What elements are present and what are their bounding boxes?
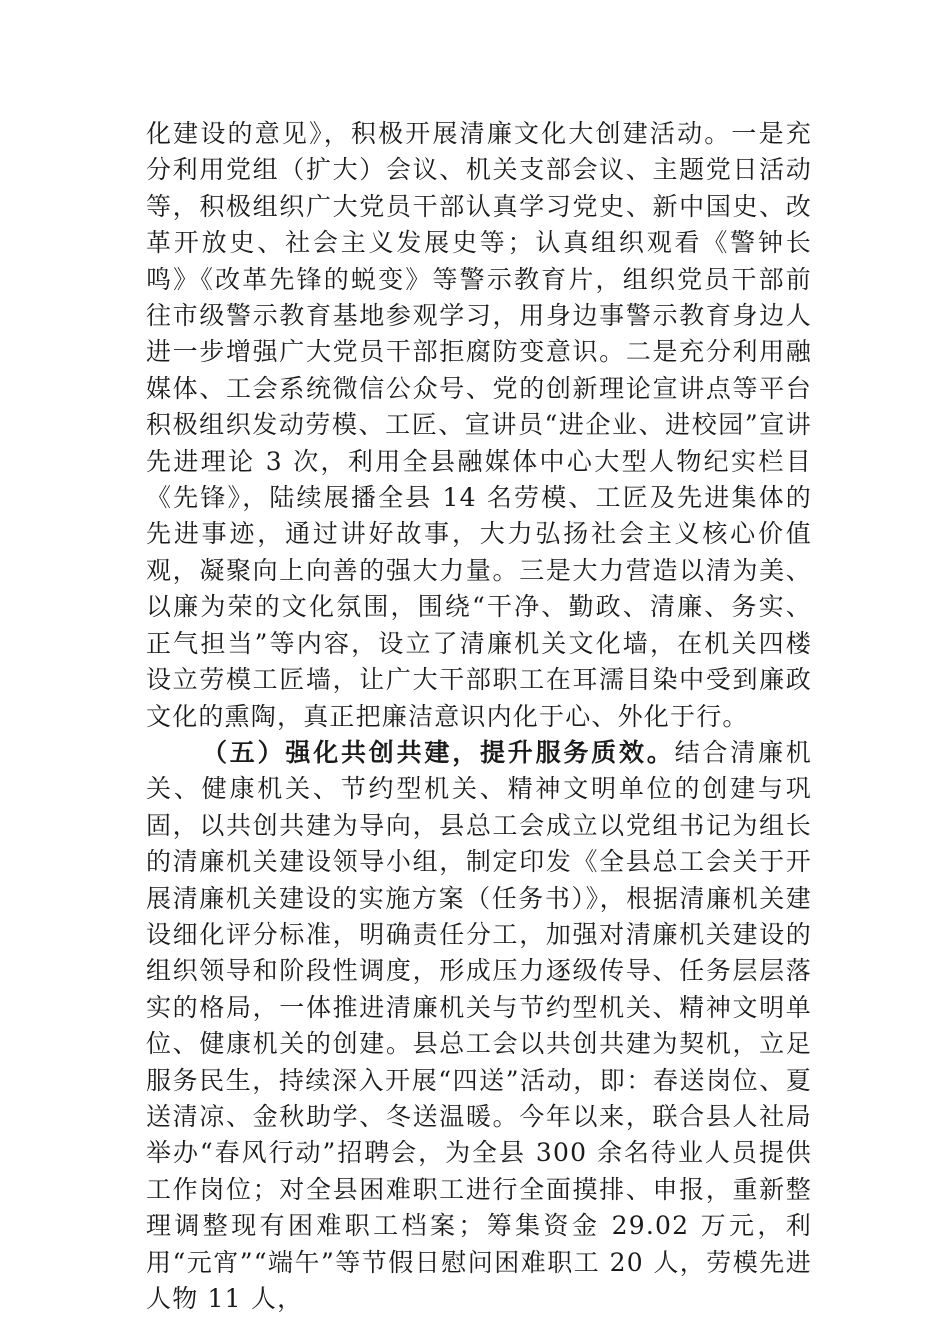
section-body-text: 结合清廉机关、健康机关、节约型机关、精神文明单位的创建与巩固，以共创共建为导向，县总工会成立以党组书记为组长的清廉机关建设领导小组，制定印发《全县总工会关于开展清廉机关建设的实施方案（任务书）》，根据清廉机关建设细化评分标准，明确责任分工，加强对清廉机关建设的组织领导和阶段性调度，形成压力逐级传导、任务层层落实的格局，一体推进清廉机关与节约型机关、精神文明单位、健康机关的创建。县总工会以共创共建为契机，立足服务民生，持续深入开展“四送”活动，即：春送岗位、夏送清凉、金秋助学、冬送温暖。今年以来，联合县人社局举办“春风行动”招聘会，为全县 300 余名待业人员提供工作岗位；对全县困难职工进行全面摸排、申报，重新整理调整现有困难职工档案；筹集资金 29.02 万元，利用“元宵”“端午”等节假日慰问困难职工 20 人，劳模先进人物 11 人， xyxy=(146,737,812,1313)
document-body xyxy=(146,116,812,1317)
body-paragraph-1: 化建设的意见》，积极开展清廉文化大创建活动。一是充分利用党组（扩大）会议、机关支部会议、主题党日活动等，积极组织广大党员干部认真学习党史、新中国史、改革开放史、社会主义发展史等；认真组织观看《警钟长鸣》《改革先锋的蜕变》等警示教育片，组织党员干部前往市级警示教育基地参观学习，用身边事警示教育身边人进一步增强广大党员干部拒腐防变意识。二是充分利用融媒体、工会系统微信公众号、党的创新理论宣讲点等平台积极组织发动劳模、工匠、宣讲员“进企业、进校园”宣讲先进理论 3 次，利用全县融媒体中心大型人物纪实栏目《先锋》，陆续展播全县 14 名劳模、工匠及先进集体的先进事迹，通过讲好故事，大力弘扬社会主义核心价值观，凝聚向上向善的强大力量。三是大力营造以清为美、以廉为荣的文化氛围，围绕“干净、勤政、清廉、务实、正气担当”等内容，设立了清廉机关文化墙，在机关四楼设立劳模工匠墙，让广大干部职工在耳濡目染中受到廉政文化的熏陶，真正把廉洁意识内化于心、外化于行。 xyxy=(146,119,812,731)
body-paragraph-2 xyxy=(146,735,812,1318)
section-heading: （五）强化共创共建，提升服务质效。 xyxy=(202,737,675,767)
